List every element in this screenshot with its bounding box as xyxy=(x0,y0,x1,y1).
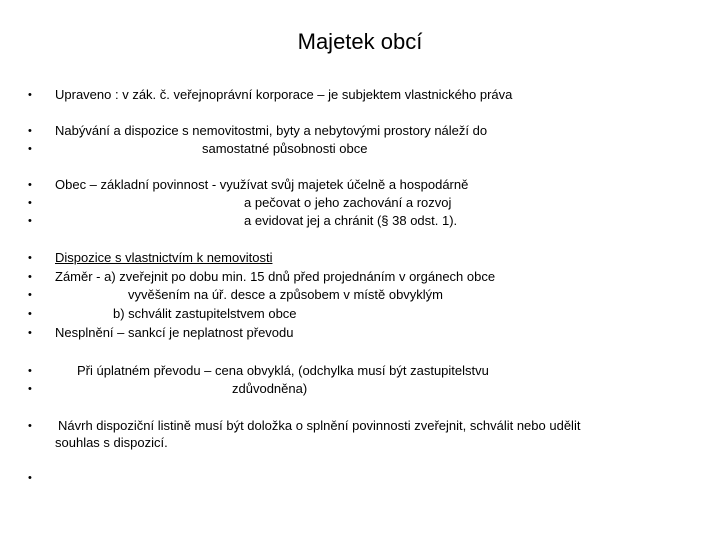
bullet-icon: • xyxy=(28,215,32,227)
bullet-icon: • xyxy=(28,383,32,395)
bullet-icon: • xyxy=(28,143,32,155)
text-line-nabyvani-cont: samostatné působnosti obce xyxy=(202,141,368,156)
text-line-obec: Obec – základní povinnost - využívat svůj majetek účelně a hospodárně xyxy=(55,177,469,192)
text-line-uplatny-prevod: Při úplatném převodu – cena obvyklá, (odchylka musí být zastupitelstvu xyxy=(77,363,489,378)
bullet-icon: • xyxy=(28,125,32,137)
bullet-icon: • xyxy=(28,289,32,301)
text-line-zamer-b: b) schválit zastupitelstvem obce xyxy=(113,306,297,321)
bullet-icon: • xyxy=(28,327,32,339)
text-line-nabyvani: Nabývání a dispozice s nemovitostmi, byty a nebytovými prostory náleží do xyxy=(55,123,488,138)
bullet-icon: • xyxy=(28,271,32,283)
bullet-icon: • xyxy=(28,197,32,209)
text-line-uplatny-prevod-cont: zdůvodněna) xyxy=(232,381,308,396)
slide-title: Majetek obcí xyxy=(297,29,423,54)
text-line-navrh-cont: souhlas s dispozicí. xyxy=(55,435,168,450)
bullet-icon: • xyxy=(28,472,32,484)
bullet-icon: • xyxy=(28,365,32,377)
text-line-obec-cont2: a evidovat jej a chránit (§ 38 odst. 1). xyxy=(244,213,458,228)
text-line-dispozice-heading: Dispozice s vlastnictvím k nemovitosti xyxy=(55,250,273,265)
text-line-navrh: Návrh dispoziční listině musí být doložka o splnění povinnosti zveřejnit, schválit nebo udělit xyxy=(58,418,581,433)
bullet-icon: • xyxy=(28,252,32,264)
text-line-obec-cont1: a pečovat o jeho zachování a rozvoj xyxy=(244,195,452,210)
bullet-icon: • xyxy=(28,179,32,191)
bullet-icon: • xyxy=(28,308,32,320)
text-line-upraveno: Upraveno : v zák. č. veřejnoprávní korporace – je subjektem vlastnického práva xyxy=(55,87,513,102)
text-line-nesplneni: Nesplnění – sankcí je neplatnost převodu xyxy=(55,325,294,340)
text-line-zamer-cont: vyvěšením na úř. desce a způsobem v místě obvyklým xyxy=(128,287,444,302)
text-line-zamer: Záměr - a) zveřejnit po dobu min. 15 dnů před projednáním v orgánech obce xyxy=(55,269,496,284)
bullet-icon: • xyxy=(28,420,32,432)
bullet-icon: • xyxy=(28,89,32,101)
